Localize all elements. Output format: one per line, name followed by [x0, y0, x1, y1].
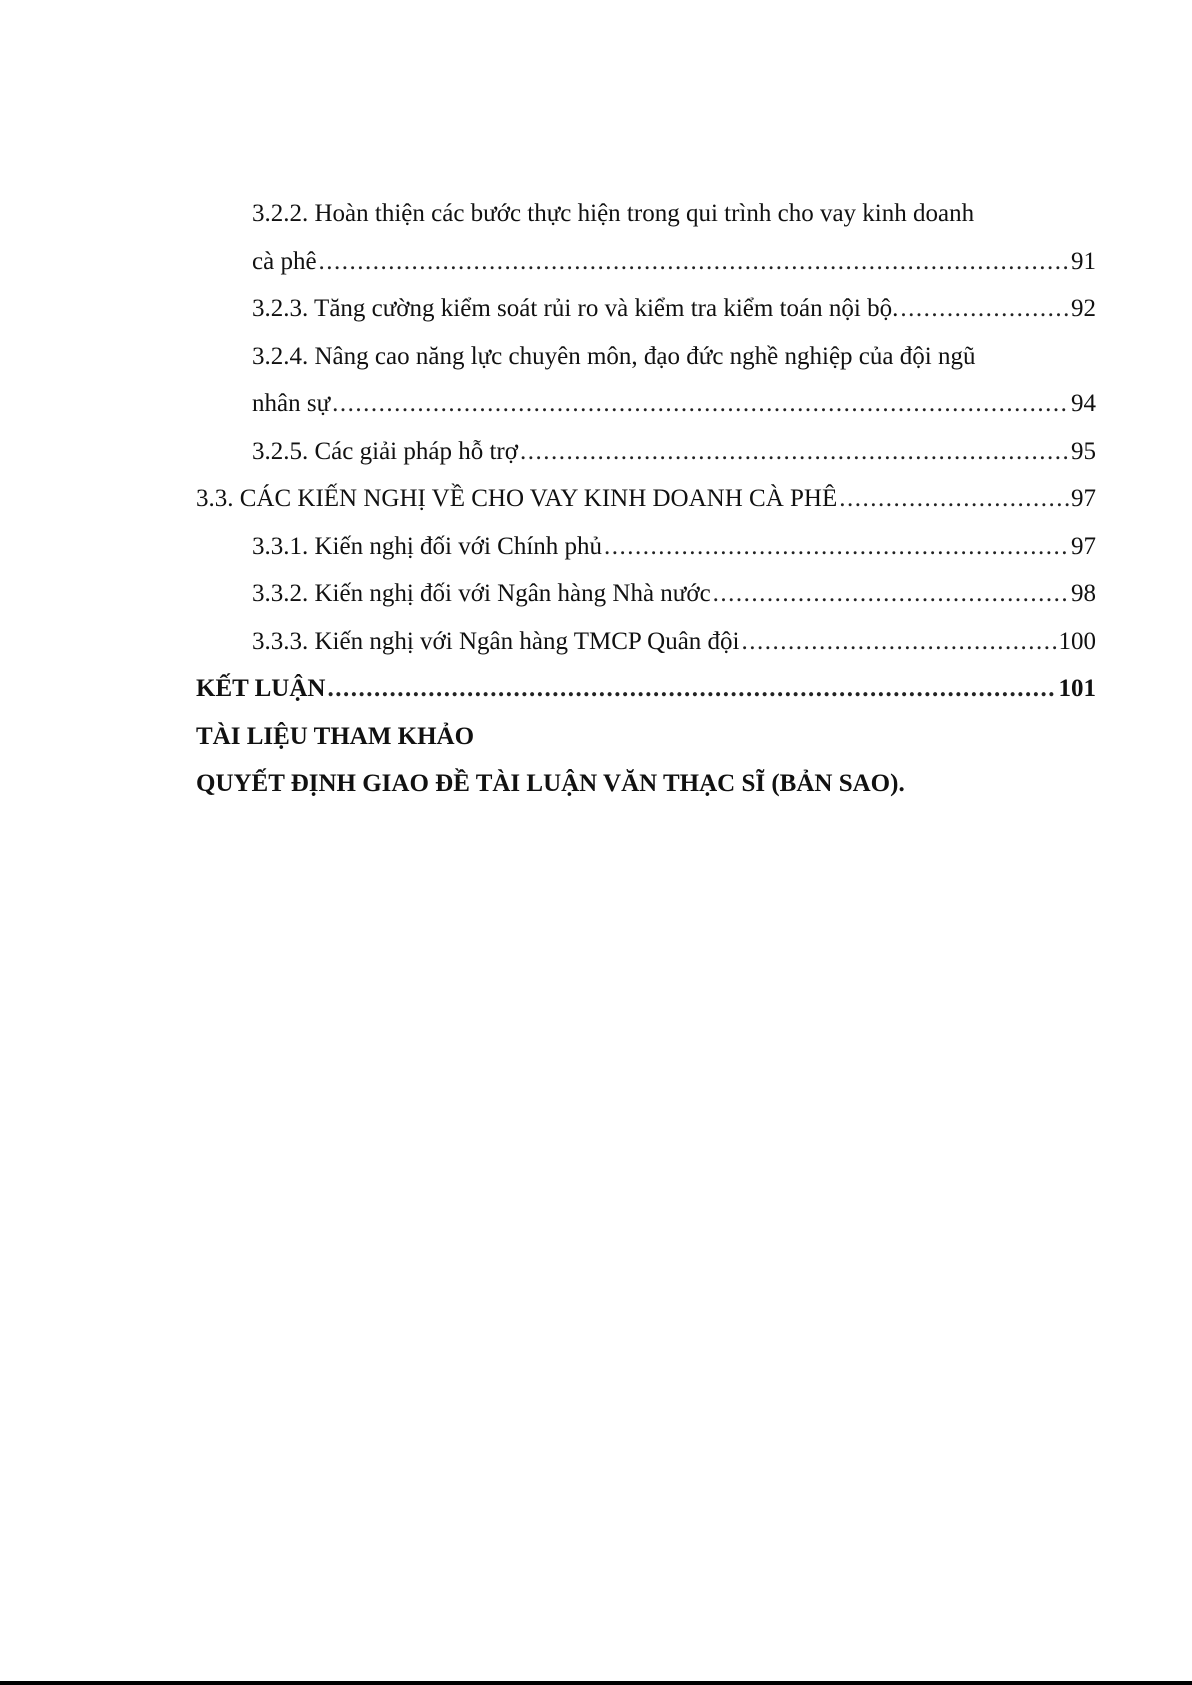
toc-page-number: 91 [1071, 247, 1096, 275]
toc-entry-text: KẾT LUẬN [196, 675, 326, 702]
toc-entry-3-2-2[interactable] [196, 190, 1096, 285]
toc-entry-text: 3.3.1. Kiến nghị đối với Chính phủ [252, 532, 603, 560]
toc-entry-text-line2: nhân sự [252, 390, 331, 417]
toc-entry-3-2-5[interactable] [196, 428, 1096, 476]
toc-entry-text: 3.3.3. Kiến nghị với Ngân hàng TMCP Quân đội [252, 627, 740, 655]
toc-entry-3-2-4[interactable] [196, 333, 1096, 428]
toc-entry-text: 3.3. CÁC KIẾN NGHỊ VỀ CHO VAY KINH DOANH CÀ PHÊ [196, 485, 838, 512]
toc-entry-text: 3.2.3. Tăng cường kiểm soát rủi ro và kiểm tra kiểm toán nội bộ. [252, 295, 899, 322]
toc-page-number: 100 [1058, 627, 1096, 655]
toc-entry-line2 [252, 238, 1096, 286]
toc-entry-quyet-dinh[interactable] [196, 760, 1096, 808]
toc-entry-3-2-3[interactable] [196, 285, 1096, 333]
toc-entry-text-line1: 3.2.4. Nâng cao năng lực chuyên môn, đạo đức nghề nghiệp của đội ngũ [252, 342, 976, 370]
toc-page-number: 97 [1071, 485, 1096, 512]
toc-page-number: 97 [1071, 532, 1096, 560]
toc-page-number: 95 [1071, 437, 1096, 465]
toc-entry-text-line1: 3.2.2. Hoàn thiện các bước thực hiện trong qui trình cho vay kinh doanh [252, 200, 975, 227]
toc-entry-3-3-2[interactable] [196, 570, 1096, 618]
table-of-contents [196, 190, 1096, 808]
toc-leader-dots [713, 570, 1069, 618]
toc-leader-dots [327, 665, 1056, 713]
toc-entry-text: TÀI LIỆU THAM KHẢO [196, 722, 475, 750]
toc-entry-3-3-3[interactable] [196, 618, 1096, 666]
toc-entry-3-3[interactable] [196, 475, 1096, 523]
toc-entry-tai-lieu-tham-khao[interactable] [196, 713, 1096, 761]
toc-leader-dots [742, 618, 1057, 666]
toc-entry-text: QUYẾT ĐỊNH GIAO ĐỀ TÀI LUẬN VĂN THẠC SĨ (BẢN SAO). [196, 770, 905, 797]
page-bottom-border [0, 1681, 1192, 1685]
toc-leader-dots [319, 238, 1069, 286]
toc-entry-text: 3.3.2. Kiến nghị đối với Ngân hàng Nhà nước [252, 580, 711, 607]
toc-leader-dots [900, 285, 1069, 333]
toc-entry-line2 [252, 380, 1096, 428]
toc-page-number: 98 [1071, 580, 1096, 607]
toc-entry-text-line2: cà phê [252, 247, 317, 275]
toc-entry-ket-luan[interactable] [196, 665, 1096, 713]
toc-page-number: 101 [1058, 675, 1096, 702]
toc-entry-text: 3.2.5. Các giải pháp hỗ trợ [252, 437, 518, 465]
toc-leader-dots [332, 380, 1069, 428]
toc-leader-dots [520, 428, 1069, 476]
toc-page-number: 92 [1071, 295, 1096, 322]
toc-leader-dots [604, 523, 1069, 571]
toc-page-number: 94 [1071, 390, 1096, 417]
toc-entry-3-3-1[interactable] [196, 523, 1096, 571]
toc-leader-dots [839, 475, 1069, 523]
